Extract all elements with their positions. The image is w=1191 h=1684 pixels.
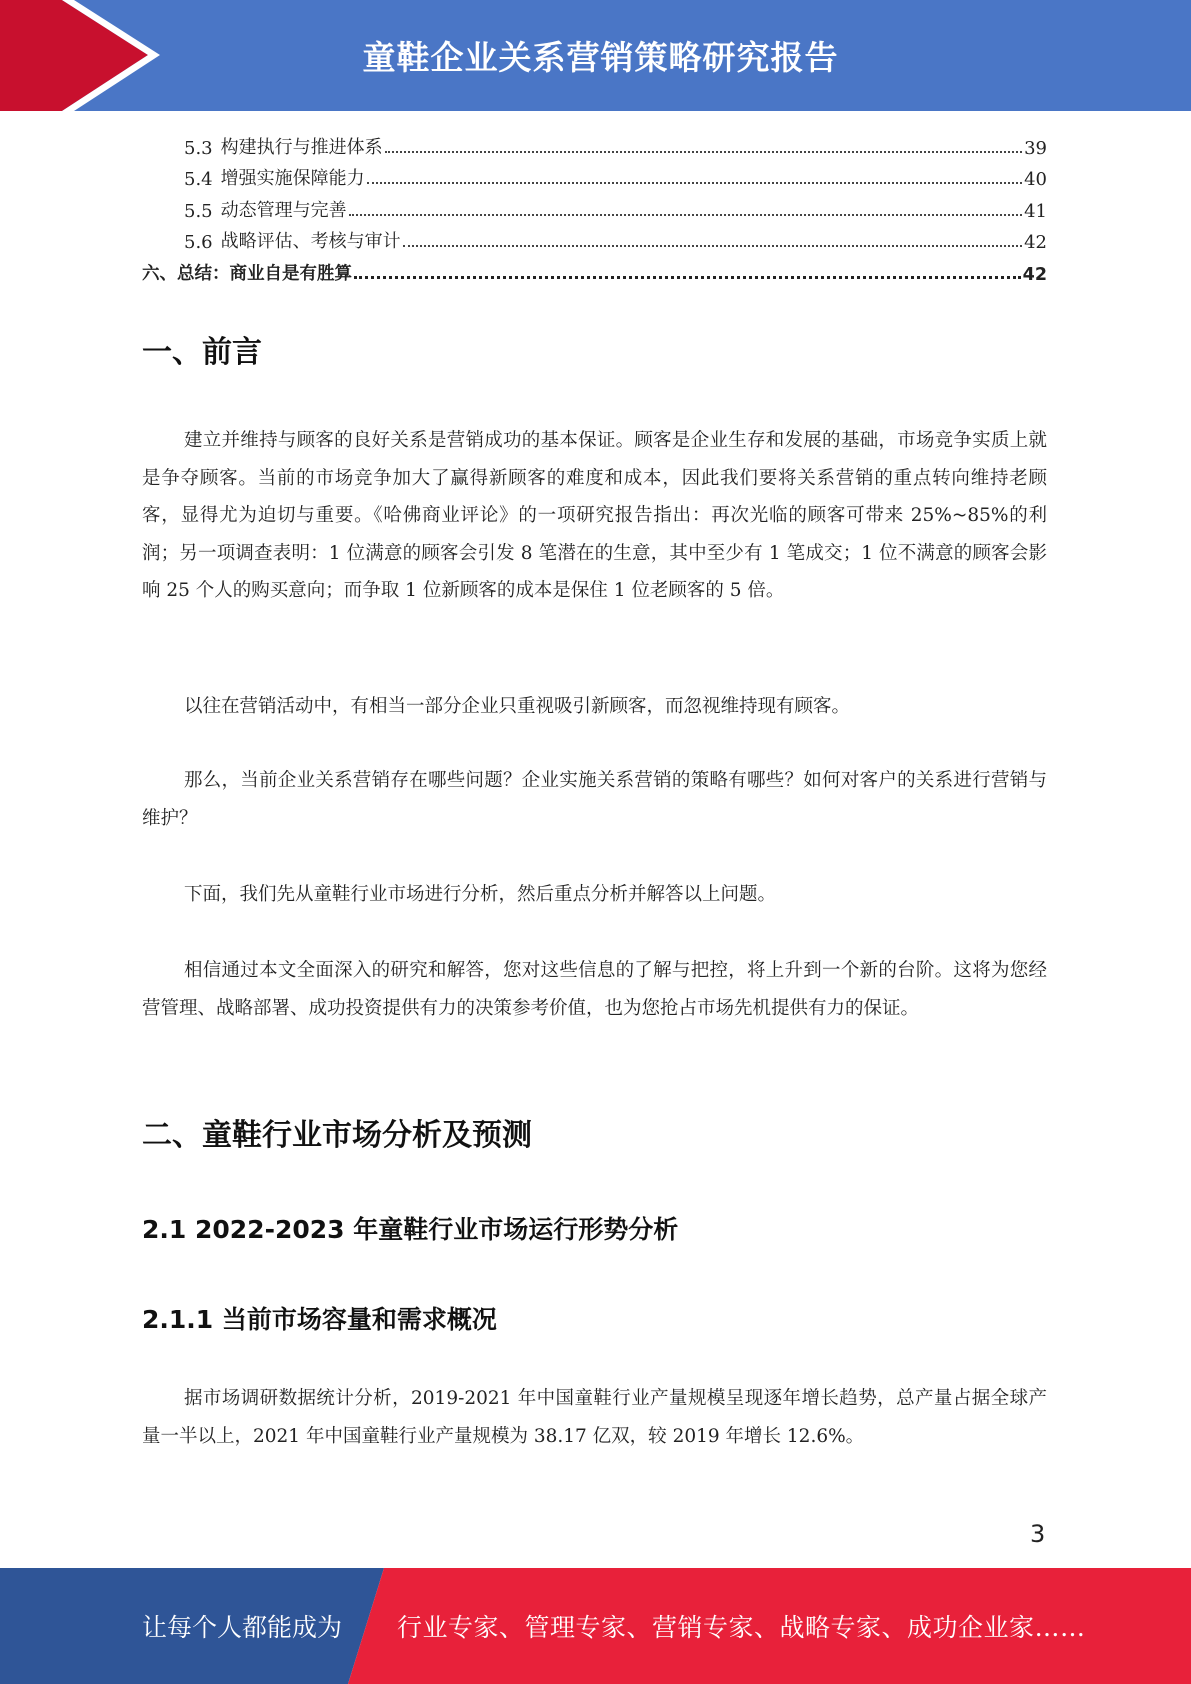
toc-item-page: 42 <box>1022 264 1047 285</box>
toc-item-number: 5.6 <box>184 232 213 253</box>
toc-leader-dots <box>349 214 1022 216</box>
toc-leader-dots <box>354 276 1021 279</box>
table-of-contents <box>142 127 1047 285</box>
report-title: 童鞋企业关系营销策略研究报告 <box>362 38 839 77</box>
toc-item[interactable] <box>142 222 1047 254</box>
page-footer <box>0 1568 1191 1684</box>
body-paragraph: 相信通过本文全面深入的研究和解答，您对这些信息的了解与把控，将上升到一个新的台阶。这将为您经营管理、战略部署、成功投资提供有力的决策参考价值，也为您抢占市场先机提供有力的保证。 <box>142 960 1047 1019</box>
toc-item-number: 5.3 <box>184 137 213 159</box>
toc-item-label: 增强实施保障能力 <box>220 168 365 189</box>
body-paragraph: 据市场调研数据统计分析，2019-2021 年中国童鞋行业产量规模呈现逐年增长趋势，总产量占据全球产量一半以上，2021 年中国童鞋行业产量规模为 38.17 亿双，较 2019 年增长 12.6%。 <box>142 1388 1047 1447</box>
section-heading-preface: 一、前言 <box>142 335 262 370</box>
toc-chapter-item[interactable] <box>142 253 1047 285</box>
section-heading-market-analysis: 二、童鞋行业市场分析及预测 <box>142 1118 532 1153</box>
toc-item-page: 40 <box>1024 169 1047 190</box>
toc-item-page: 41 <box>1024 200 1047 222</box>
toc-item[interactable] <box>142 190 1047 222</box>
toc-item-number: 5.4 <box>184 169 213 190</box>
toc-leader-dots <box>403 245 1022 247</box>
subsection-heading: 2.1 2022-2023 年童鞋行业市场运行形势分析 <box>142 1215 679 1244</box>
body-paragraph: 建立并维持与顾客的良好关系是营销成功的基本保证。顾客是企业生存和发展的基础，市场竞争实质上就是争夺顾客。当前的市场竞争加大了赢得新顾客的难度和成本，因此我们要将关系营销的重点转向维持老顾客，显得尤为迫切与重要。《哈佛商业评论》的一项研究报告指出：再次光临的顾客可带来 25%~85%的利润；另一项调查表明：1 位满意的顾客会引发 8 笔潜在的生意，其中至少有 1 笔成交；1 位不满意的顾客会影响 25 个人的购买意向；而争取 1 位新顾客的成本是保住 1 位老顾客的 5 倍。 <box>142 430 1047 601</box>
toc-item[interactable] <box>142 159 1047 191</box>
body-paragraph: 以往在营销活动中，有相当一部分企业只重视吸引新顾客，而忽视维持现有顾客。 <box>184 696 851 717</box>
toc-item-number: 5.5 <box>184 200 213 222</box>
toc-item-label: 构建执行与推进体系 <box>220 136 383 158</box>
subsubsection-heading: 2.1.1 当前市场容量和需求概况 <box>142 1305 497 1334</box>
body-paragraph: 下面，我们先从童鞋行业市场进行分析，然后重点分析并解答以上问题。 <box>184 884 777 905</box>
page-number: 3 <box>1030 1520 1046 1548</box>
toc-item-label: 战略评估、考核与审计 <box>220 231 401 252</box>
toc-item-label: 六、总结：商业自是有胜算 <box>142 263 352 284</box>
footer-slogan-right: 行业专家、管理专家、营销专家、战略专家、成功企业家…… <box>397 1613 1086 1642</box>
toc-item-page: 42 <box>1024 232 1047 253</box>
toc-leader-dots <box>367 182 1022 184</box>
page-header <box>0 0 1191 111</box>
toc-leader-dots <box>385 151 1022 153</box>
footer-slogan-left: 让每个人都能成为 <box>142 1613 343 1642</box>
toc-item[interactable] <box>142 127 1047 159</box>
toc-item-page: 39 <box>1024 137 1047 159</box>
body-paragraph: 那么，当前企业关系营销存在哪些问题？企业实施关系营销的策略有哪些？如何对客户的关系进行营销与维护？ <box>142 770 1047 829</box>
toc-item-label: 动态管理与完善 <box>220 199 347 221</box>
